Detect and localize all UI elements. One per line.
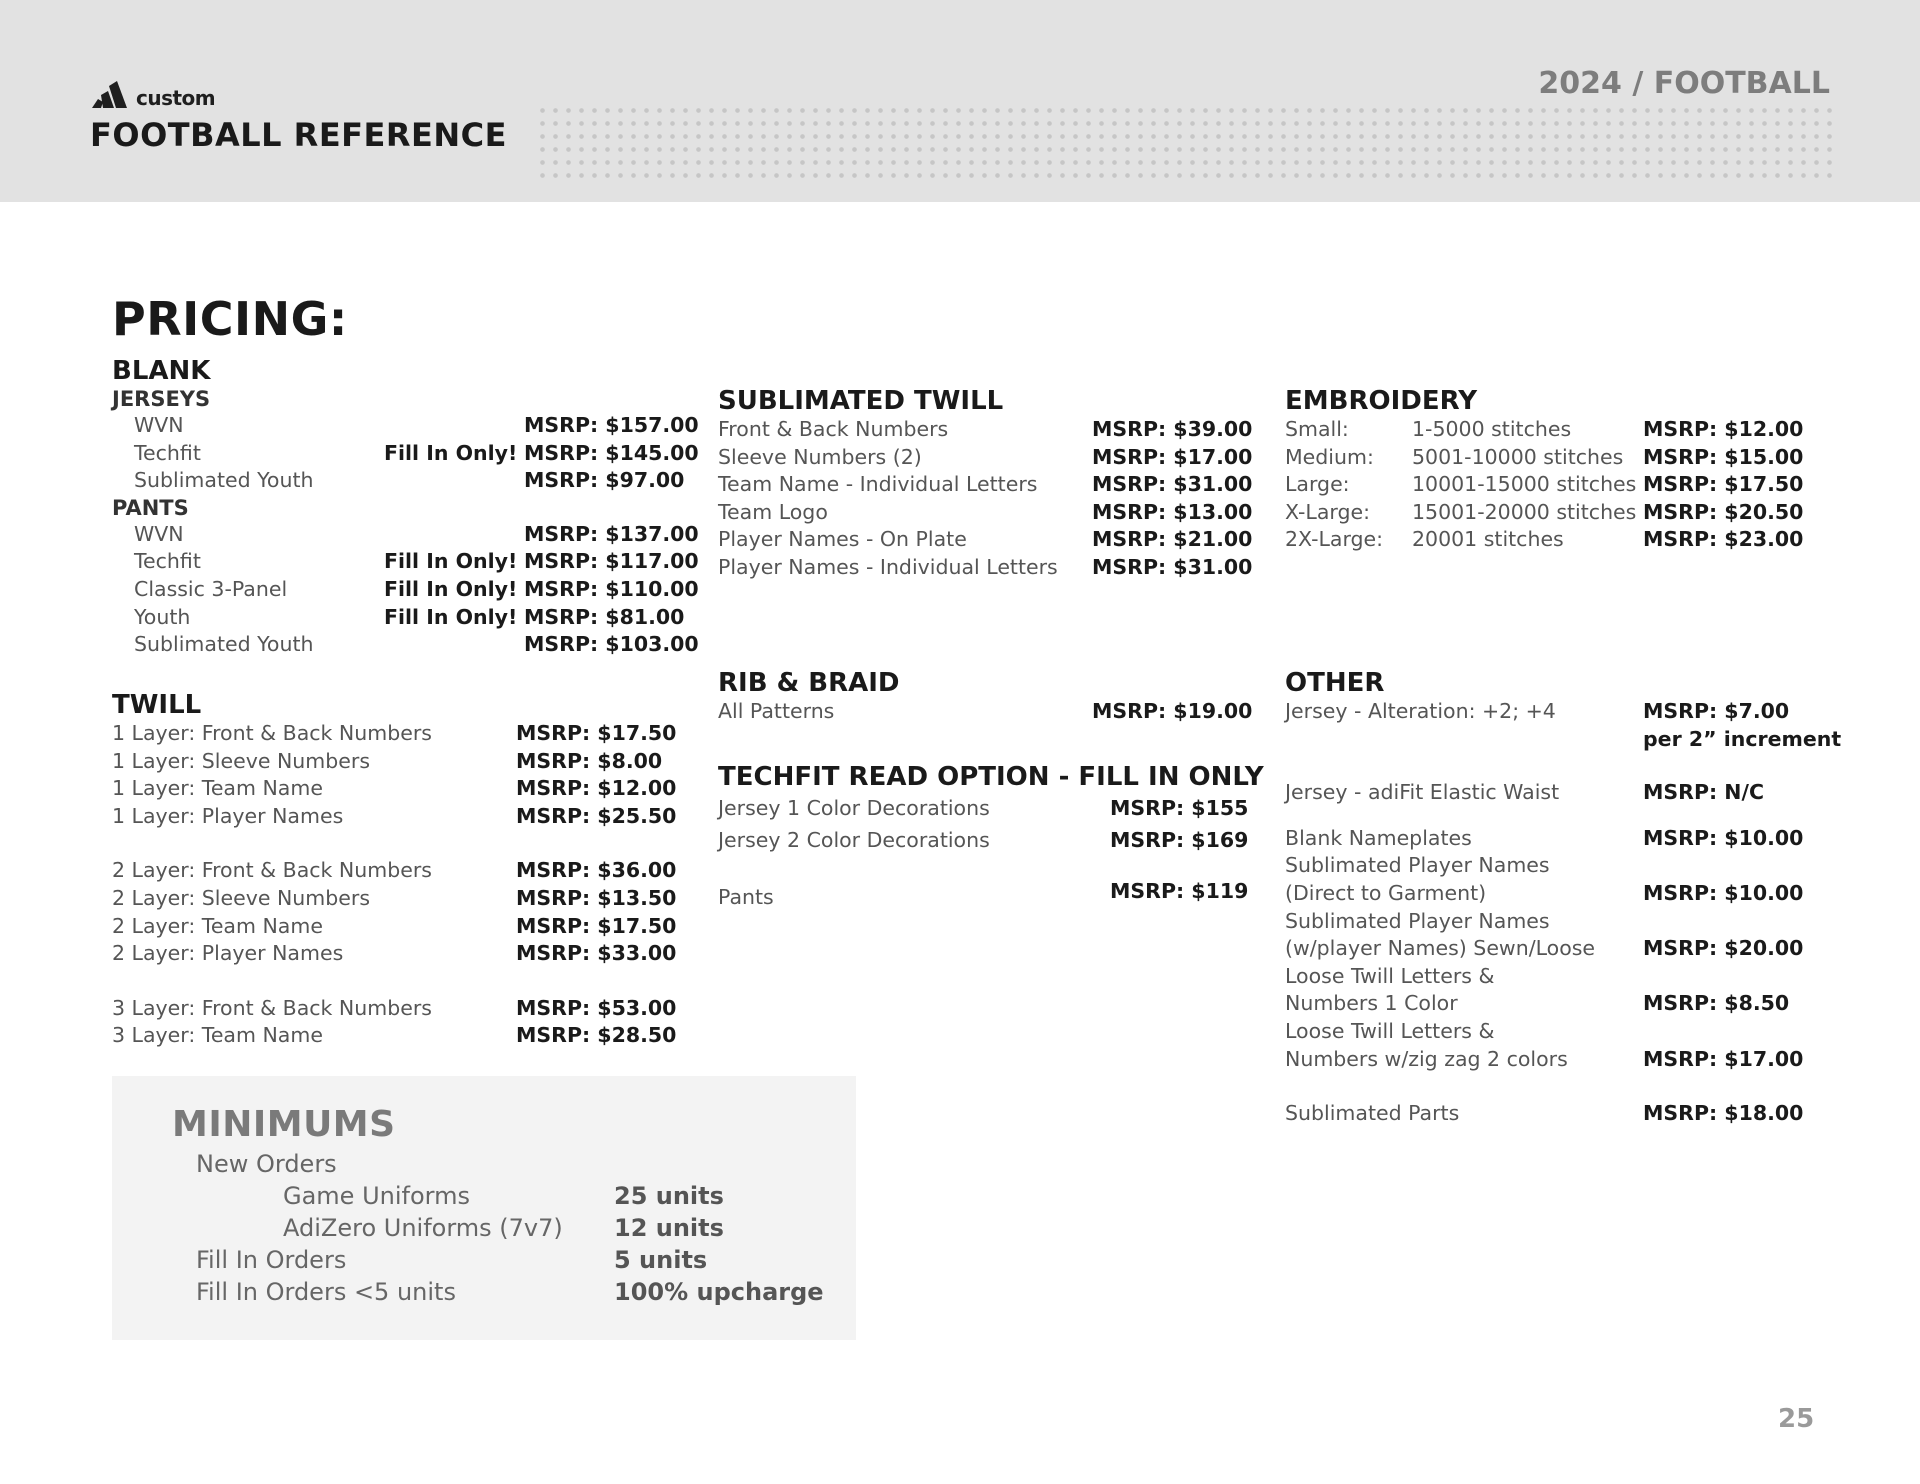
price-row [1285,779,1841,807]
row-value: MSRP: $31.00 [1092,554,1253,579]
row-value: MSRP: $53.00 [516,995,677,1020]
price-row [112,521,699,549]
row-value: MSRP: $23.00 [1643,527,1804,552]
msrp-price: MSRP: $103.00 [524,632,699,657]
price-row [718,698,1252,726]
header-dot-pattern [536,104,1832,184]
price-row [718,878,1264,912]
row-value: 100% upcharge [614,1278,824,1306]
row-label: (Direct to Garment) [1285,880,1487,905]
row-label: Jersey 1 Color Decorations [718,796,990,820]
row-value: MSRP: $7.00 [1643,699,1790,723]
price-row [112,885,676,913]
row-value: MSRP: $8.50 [1643,991,1790,1016]
row-label: Team Name - Individual Letters [718,472,1038,497]
row-value [384,521,524,549]
embroidery-section [1285,386,1803,554]
row-value: MSRP: $17.50 [516,721,677,745]
row-label: Player Names - On Plate [718,527,967,552]
row-value: MSRP: $17.50 [516,913,677,938]
msrp-price: MSRP: $157.00 [524,413,699,437]
price-row [718,824,1264,856]
msrp-price: MSRP: $145.00 [524,440,699,465]
row-value: MSRP: $13.50 [516,885,677,910]
row-label: Team Logo [718,499,828,524]
item-label: Youth [134,604,191,629]
techfit-read-heading: TECHFIT READ OPTION - FILL IN ONLY [718,762,1264,792]
row-label: Sublimated Parts [1285,1101,1460,1126]
price-row [1285,1100,1841,1128]
price-row [718,471,1252,499]
row-label: 2 Layer: Sleeve Numbers [112,885,371,910]
row-value: MSRP: $17.00 [1092,444,1253,469]
row-label: Pants [718,885,774,909]
msrp-price: MSRP: $110.00 [524,576,699,601]
row-label: Fill In Orders <5 units [196,1278,456,1306]
price-row [718,444,1252,472]
row-label: 2 Layer: Player Names [112,941,344,966]
price-row [1285,825,1841,853]
item-label: Techfit [134,440,201,465]
blank-heading: BLANK [112,356,211,386]
price-row [112,548,699,576]
minimum-row [196,1244,824,1276]
price-row [718,554,1252,582]
row-value: 12 units [614,1214,724,1242]
fill-in-note: Fill In Only! [384,576,518,601]
three-stripes-icon [92,80,132,108]
row-value: MSRP: $31.00 [1092,472,1253,497]
row-value: MSRP: $21.00 [1092,527,1253,552]
price-row [112,576,699,604]
item-label: WVN [134,521,184,546]
row-label: 1 Layer: Front & Back Numbers [112,721,432,745]
row-label: Sublimated Player Names [1285,853,1550,878]
row-label: AdiZero Uniforms (7v7) [283,1214,563,1242]
price-row [112,631,699,659]
item-label: Techfit [134,549,201,574]
item-label: Sublimated Youth [134,468,314,493]
price-row [112,1022,676,1050]
row-label: Player Names - Individual Letters [718,554,1058,579]
price-row [112,940,676,968]
row-value: MSRP: $20.00 [1643,936,1804,961]
price-row [1285,444,1803,472]
row-value [384,412,524,440]
price-row [112,857,676,885]
price-row [1285,1046,1841,1074]
price-row [1285,852,1841,880]
row-value: MSRP: $36.00 [516,858,677,883]
row-label: Jersey 2 Color Decorations [718,828,990,852]
row-value: MSRP: $12.00 [516,776,677,801]
minimum-row [196,1276,824,1308]
price-row [112,467,699,495]
price-row [112,913,676,941]
new-orders-label: New Orders [196,1150,337,1178]
price-row [112,440,699,468]
blank-section [112,356,699,659]
sublimated-twill-heading: SUBLIMATED TWILL [718,386,1004,416]
price-row [112,412,699,440]
brand-logo [92,80,215,108]
twill-heading: TWILL [112,690,202,720]
row-value: MSRP: $17.50 [1643,472,1804,497]
price-row [1285,935,1841,963]
row-label: 2 Layer: Front & Back Numbers [112,858,432,883]
row-value: MSRP: N/C [1643,780,1764,805]
price-row [1285,963,1841,991]
logo-text: custom [136,86,216,110]
row-label: Jersey - Alteration: +2; +4 [1285,699,1556,723]
page-header [0,0,1920,202]
row-value: MSRP: $18.00 [1643,1101,1804,1126]
msrp-price: MSRP: $81.00 [524,604,685,629]
msrp-price: MSRP: $97.00 [524,468,685,493]
season-label: 2024 / FOOTBALL [1538,66,1830,101]
row-label: 2 Layer: Team Name [112,913,323,938]
row-label: Loose Twill Letters & [1285,1018,1495,1043]
price-row [1285,698,1841,726]
price-row [1285,499,1803,527]
row-label: Jersey - adiFit Elastic Waist [1285,780,1560,805]
pricing-title: PRICING: [112,292,348,346]
row-value: MSRP: $12.00 [1643,417,1804,441]
rib-braid-section [718,668,1252,726]
row-label: 1 Layer: Player Names [112,803,344,828]
techfit-read-section [718,762,1264,912]
row-value: MSRP: $19.00 [1092,699,1253,723]
pants-heading: PANTS [112,495,189,520]
row-value: 25 units [614,1182,724,1210]
price-row [112,803,676,831]
price-row [112,720,676,748]
price-row [1285,416,1803,444]
price-row [1285,990,1841,1018]
reference-title: FOOTBALL REFERENCE [90,116,508,154]
price-row [718,499,1252,527]
row-label: Medium: [1285,444,1374,469]
row-label: 10001-15000 stitches [1412,472,1637,497]
row-value: MSRP: $33.00 [516,941,677,966]
row-label: Large: [1285,472,1350,497]
row-value: MSRP: $13.00 [1092,499,1253,524]
row-value [384,631,524,659]
row-label: X-Large: [1285,499,1371,524]
minimum-row [196,1180,824,1212]
row-value: MSRP: $8.00 [516,748,663,773]
price-row [112,604,699,632]
row-label: Front & Back Numbers [718,417,949,441]
row-label: Game Uniforms [283,1182,470,1210]
row-label: Sublimated Player Names [1285,908,1550,933]
item-label: Classic 3-Panel [134,576,288,601]
minimum-row [196,1212,824,1244]
row-value: 5 units [614,1246,708,1274]
jerseys-heading: JERSEYS [112,387,211,411]
row-value: MSRP: $155 [1110,796,1249,820]
row-label: Numbers 1 Color [1285,991,1458,1016]
row-label: 3 Layer: Team Name [112,1023,323,1048]
row-label: Sleeve Numbers (2) [718,444,922,469]
row-label: Blank Nameplates [1285,825,1472,850]
row-label: 2X-Large: [1285,527,1384,552]
price-row [1285,908,1841,936]
other-heading: OTHER [1285,668,1385,698]
price-row [112,748,676,776]
minimums-box [112,1076,856,1340]
row-label: 15001-20000 stitches [1412,499,1637,524]
row-label: (w/player Names) Sewn/Loose [1285,936,1596,961]
row-label: 20001 stitches [1412,527,1564,552]
row-label: 1 Layer: Team Name [112,776,323,801]
row-label: Loose Twill Letters & [1285,963,1495,988]
fill-in-note: Fill In Only! [384,604,518,629]
row-value: MSRP: $28.50 [516,1023,677,1048]
row-label: Fill In Orders [196,1246,347,1274]
row-label: All Patterns [718,699,835,723]
msrp-price: MSRP: $137.00 [524,521,699,546]
row-label: Numbers w/zig zag 2 colors [1285,1046,1568,1071]
sublimated-twill-section [718,386,1252,582]
row-value: MSRP: $17.00 [1643,1046,1804,1071]
minimums-title: MINIMUMS [172,1104,396,1145]
row-value: MSRP: $119 [1110,879,1249,903]
msrp-price: MSRP: $117.00 [524,549,699,574]
price-row [1285,526,1803,554]
row-value: per 2” increment [1643,726,1842,751]
price-row [112,995,676,1023]
page-number: 25 [1778,1404,1815,1434]
rib-braid-heading: RIB & BRAID [718,668,900,698]
price-row [718,416,1252,444]
row-label [1285,726,1643,754]
price-row [1285,471,1803,499]
row-label: 1-5000 stitches [1412,417,1572,441]
row-value: MSRP: $15.00 [1643,444,1804,469]
row-value: MSRP: $39.00 [1092,417,1253,441]
other-section [1285,668,1841,1128]
fill-in-note: Fill In Only! [384,549,518,574]
price-row [112,775,676,803]
minimums-list [196,1148,824,1308]
fill-in-note: Fill In Only! [384,440,518,465]
row-value: MSRP: $169 [1110,828,1249,852]
price-row [1285,880,1841,908]
price-note-row [1285,726,1841,754]
twill-section [112,690,676,1050]
row-label: 3 Layer: Front & Back Numbers [112,995,432,1020]
row-label: Small: [1285,417,1349,441]
row-value [384,467,524,495]
row-label: 1 Layer: Sleeve Numbers [112,748,371,773]
row-value: MSRP: $10.00 [1643,880,1804,905]
embroidery-heading: EMBROIDERY [1285,386,1478,416]
price-row [718,526,1252,554]
price-row [1285,1018,1841,1046]
row-label: 5001-10000 stitches [1412,444,1624,469]
row-value: MSRP: $25.50 [516,803,677,828]
row-value: MSRP: $10.00 [1643,825,1804,850]
price-row [718,792,1264,824]
item-label: WVN [134,413,184,437]
row-value: MSRP: $20.50 [1643,499,1804,524]
item-label: Sublimated Youth [134,632,314,657]
